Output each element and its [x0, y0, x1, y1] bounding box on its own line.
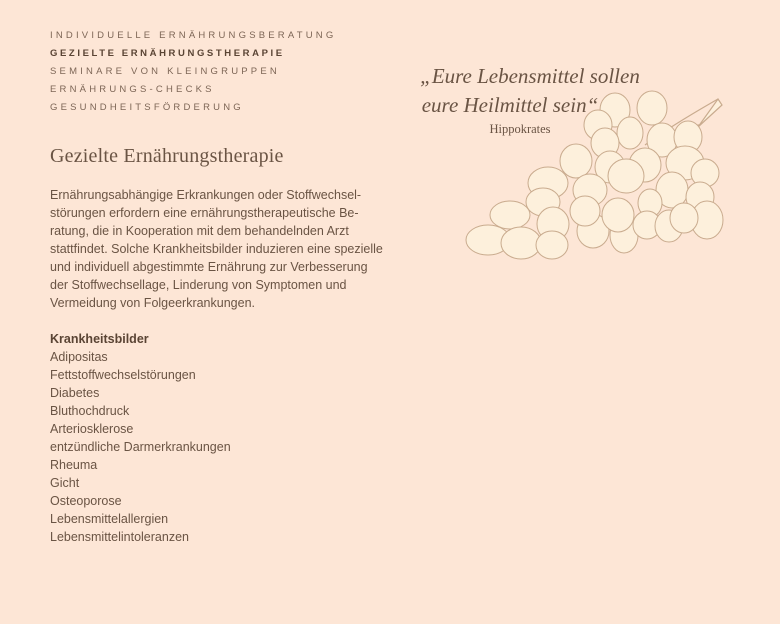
list-item: Lebensmittelallergien	[50, 512, 169, 526]
main-navigation	[50, 27, 336, 117]
diseases-list	[50, 348, 231, 546]
hippocrates-quote	[400, 62, 660, 120]
diseases-heading: Krankheitsbilder	[50, 332, 149, 346]
quote-line-1: „Eure Lebensmittel sollen	[420, 64, 640, 88]
list-item: Adipositas	[50, 350, 108, 364]
nav-item-individuelle-ernaehrungsberatung[interactable]: INDIVIDUELLE ERNÄHRUNGSBERATUNG	[50, 30, 337, 41]
list-item: Fettstoffwechselstörungen	[50, 368, 196, 382]
quote-line-2: eure Heilmittel sein“	[421, 93, 599, 117]
nav-item-ernaehrungs-checks[interactable]: ERNÄHRUNGS-CHECKS	[50, 84, 215, 95]
intro-paragraph: Ernährungsabhängige Erkrankungen oder Stoffwechselstörungen erfordern eine ernährungstherapeutische Beratung, die in Kooperation mit dem behandelnden Arzt stattfindet. Solche Krankheitsbilder induzieren eine spezielle und individuell abgestimmte Ernährung zur Verbesserung der Stoffwechsellage, Linderung von Symptomen und Vermeidung von Folgeerkrankungen.	[50, 188, 383, 310]
list-item: Rheuma	[50, 458, 98, 472]
list-item: Arteriosklerose	[50, 422, 134, 436]
page-title: Gezielte Ernährungstherapie	[50, 145, 284, 167]
diseases-section	[50, 330, 231, 546]
list-item: Lebensmittelintoleranzen	[50, 530, 189, 544]
nav-item-gezielte-ernaehrungstherapie[interactable]: GEZIELTE ERNÄHRUNGSTHERAPIE	[50, 48, 285, 59]
list-item: Gicht	[50, 476, 80, 490]
nav-item-gesundheitsfoerderung[interactable]: GESUNDHEITSFÖRDERUNG	[50, 102, 244, 113]
list-item: entzündliche Darmerkrankungen	[50, 440, 231, 454]
list-item: Osteoporose	[50, 494, 122, 508]
list-item: Bluthochdruck	[50, 404, 130, 418]
list-item: Diabetes	[50, 386, 100, 400]
nav-item-seminare-von-kleingruppen[interactable]: SEMINARE VON KLEINGRUPPEN	[50, 66, 280, 77]
quote-author: Hippokrates	[489, 122, 551, 136]
